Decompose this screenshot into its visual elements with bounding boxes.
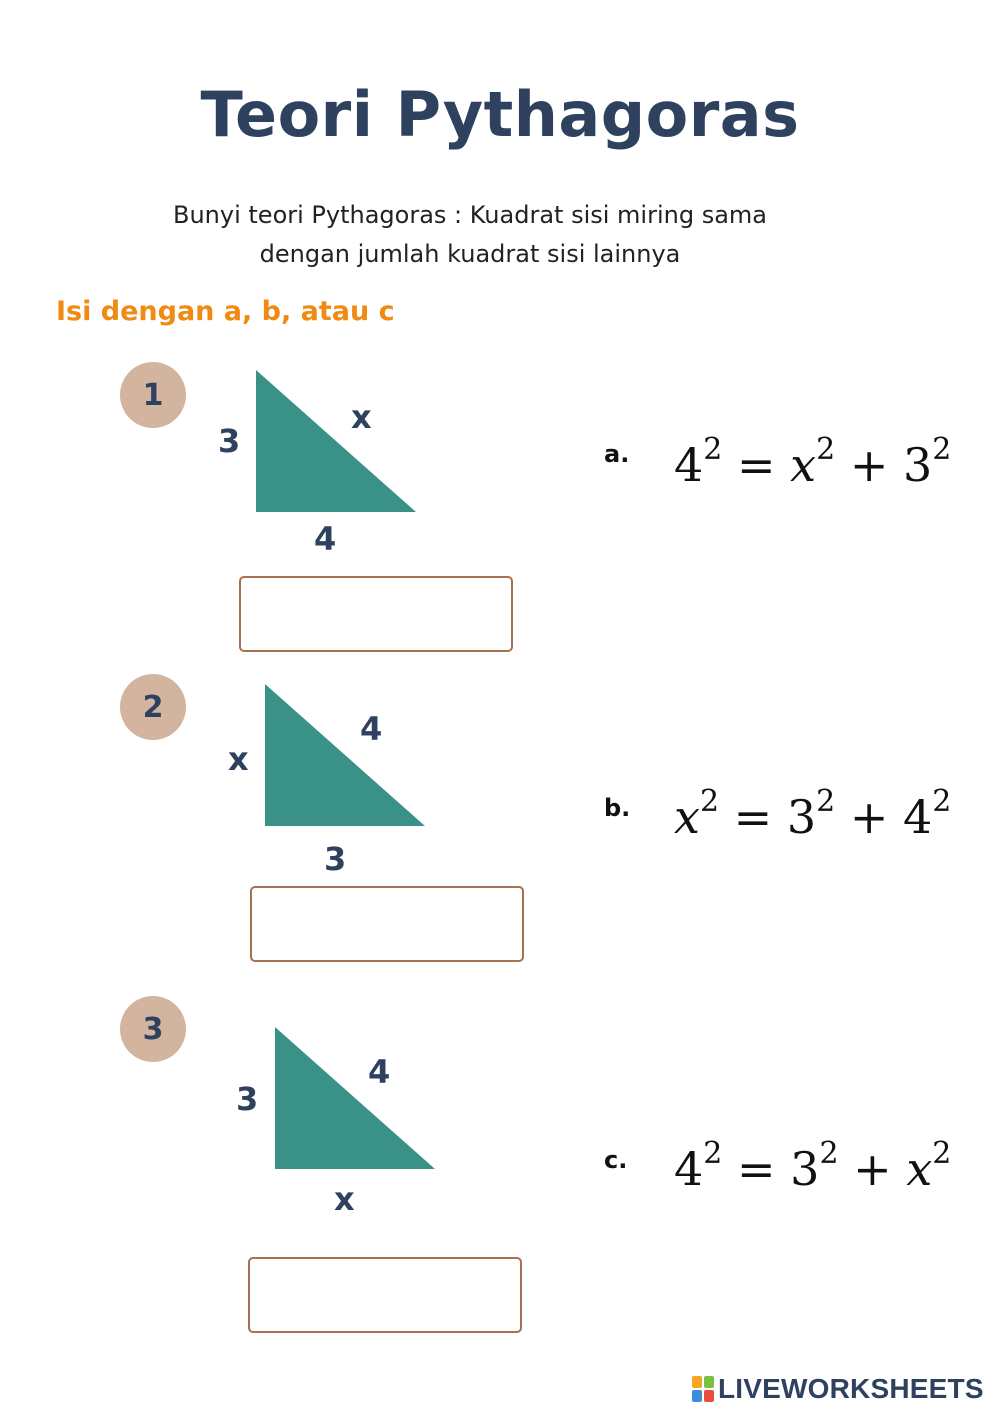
problem-2-left-side: x	[228, 740, 249, 778]
option-c-term-1-exp: 2	[819, 1136, 839, 1171]
problem-3-badge: 3	[120, 996, 186, 1062]
liveworksheets-logo-icon	[692, 1376, 714, 1402]
option-c-lhs: 4	[674, 1142, 704, 1196]
problem-1-bottom-side: 4	[314, 520, 337, 558]
problem-3-answer-box[interactable]	[248, 1257, 522, 1333]
liveworksheets-logo-text: LIVEWORKSHEETS	[718, 1373, 984, 1404]
option-b-term-1: 3	[786, 790, 817, 844]
problem-1-hypotenuse: x	[351, 398, 372, 436]
problem-3-hypotenuse: 4	[368, 1053, 391, 1091]
option-a-plus: +	[849, 438, 889, 492]
option-a-term-2-exp: 2	[932, 432, 952, 467]
problem-3-triangle	[273, 1027, 437, 1171]
option-a-equals: =	[737, 438, 776, 492]
option-a-lhs: 4	[674, 438, 704, 492]
problem-1-triangle	[254, 370, 418, 514]
option-a-term-1-exp: 2	[816, 432, 836, 467]
option-c-equation	[674, 1136, 951, 1196]
option-b-lhs-exp: 2	[699, 784, 720, 819]
option-b-equation	[674, 784, 951, 844]
option-c-plus: +	[853, 1142, 892, 1196]
option-b-equals: =	[733, 790, 773, 844]
option-b-letter: b.	[604, 794, 631, 822]
pythagoras-statement	[120, 196, 820, 274]
option-c-letter: c.	[604, 1146, 628, 1174]
problem-3-bottom-side: x	[334, 1180, 355, 1218]
option-c-equals: =	[737, 1142, 776, 1196]
option-a-term-1: x	[790, 438, 817, 492]
option-b-term-2-exp: 2	[932, 784, 952, 819]
liveworksheets-logo	[692, 1373, 984, 1405]
option-a-term-2: 3	[903, 438, 933, 492]
option-b-lhs: x	[674, 790, 700, 844]
page-title: Teori Pythagoras	[200, 78, 800, 151]
problem-1-badge: 1	[120, 362, 186, 428]
option-a-letter: a.	[604, 440, 630, 468]
problem-2-triangle	[263, 684, 427, 828]
problem-3-left-side: 3	[236, 1080, 259, 1118]
statement-line-1: Bunyi teori Pythagoras : Kuadrat sisi miring sama	[173, 201, 767, 229]
option-b-plus: +	[849, 790, 889, 844]
problem-1-answer-box[interactable]	[239, 576, 513, 652]
option-b-term-2: 4	[903, 790, 933, 844]
statement-line-2: dengan jumlah kuadrat sisi lainnya	[259, 240, 681, 268]
option-c-term-1: 3	[790, 1142, 820, 1196]
instruction-text: Isi dengan a, b, atau c	[56, 296, 395, 327]
option-c-term-2: x	[906, 1142, 933, 1196]
problem-1-left-side: 3	[218, 422, 241, 460]
problem-2-bottom-side: 3	[324, 840, 347, 878]
option-a-equation	[674, 432, 951, 492]
option-c-lhs-exp: 2	[703, 1136, 723, 1171]
problem-2-badge: 2	[120, 674, 186, 740]
problem-2-answer-box[interactable]	[250, 886, 524, 962]
option-a-lhs-exp: 2	[703, 432, 723, 467]
option-b-term-1-exp: 2	[816, 784, 836, 819]
option-c-term-2-exp: 2	[932, 1136, 952, 1171]
problem-2-hypotenuse: 4	[360, 710, 383, 748]
